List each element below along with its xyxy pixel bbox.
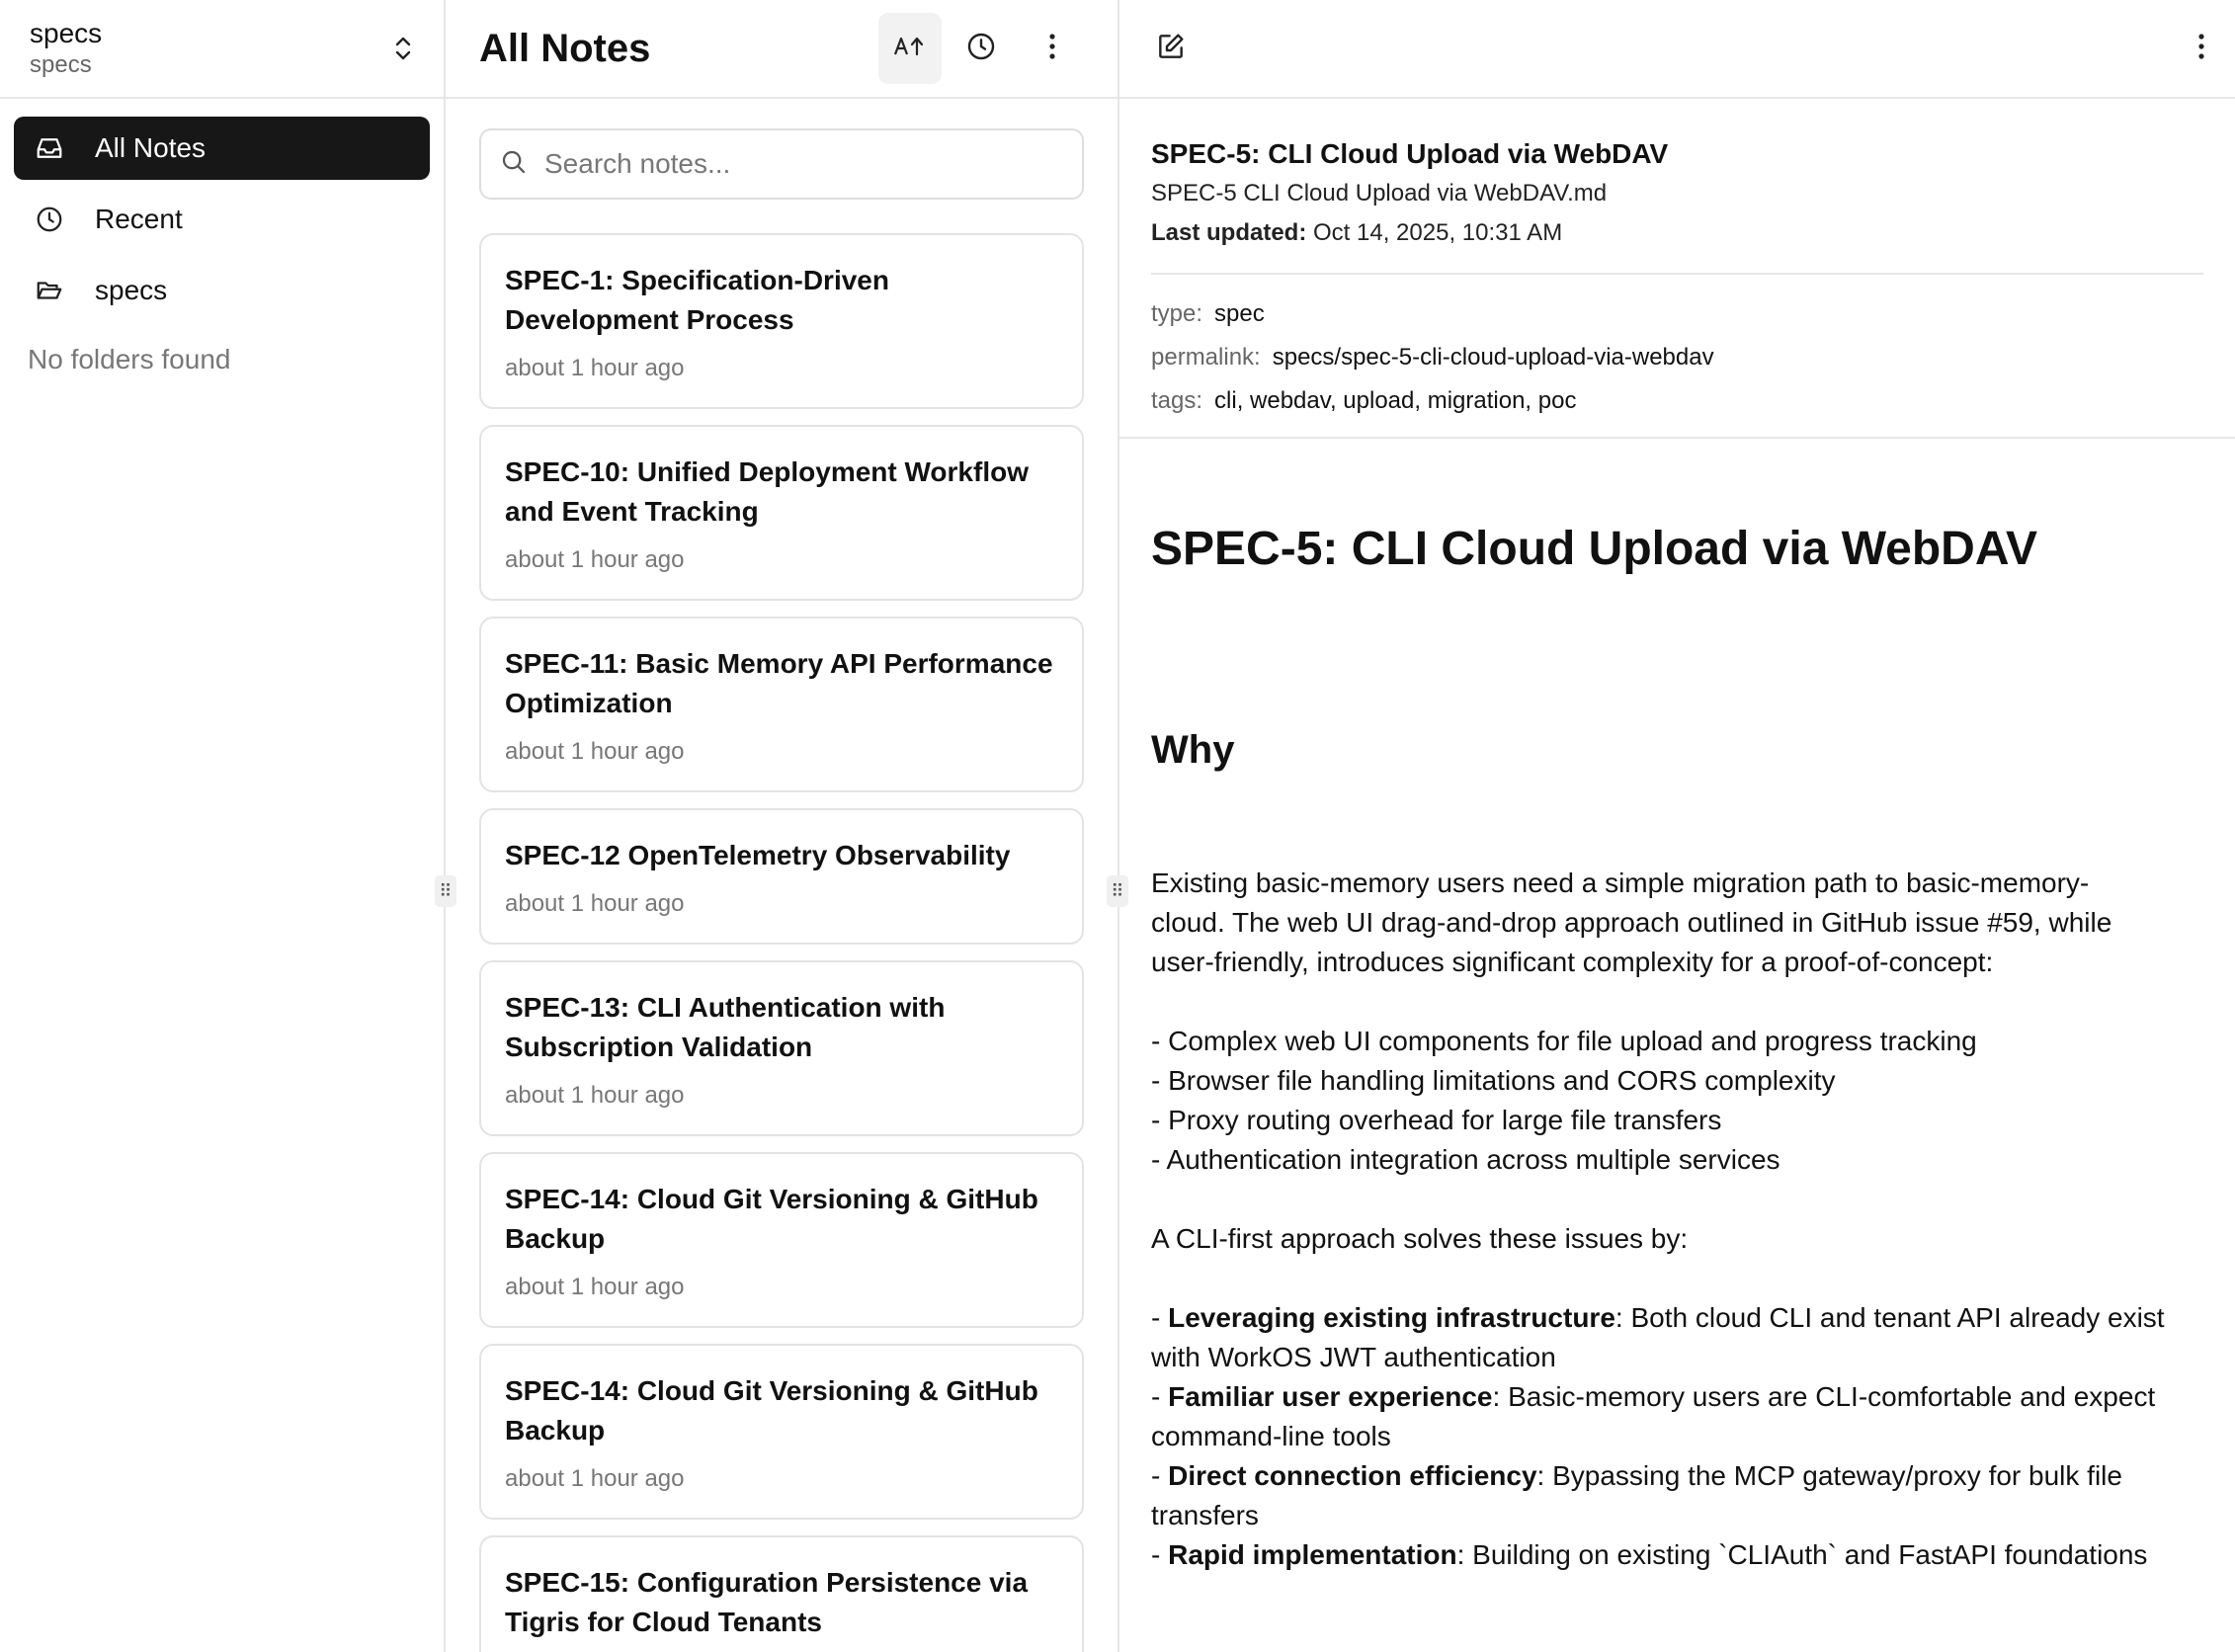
note-time: about 1 hour ago — [505, 1465, 685, 1492]
spacer — [1151, 1259, 2203, 1298]
clock-icon — [34, 204, 65, 235]
bullet-list-bold — [1151, 1298, 2203, 1575]
note-title: SPEC-13: CLI Authentication with Subscription Validation — [505, 992, 946, 1062]
sort-alpha-icon — [893, 34, 927, 64]
note-meta-title: SPEC-5: CLI Cloud Upload via WebDAV — [1151, 138, 1669, 169]
frontmatter-value: cli, webdav, upload, migration, poc — [1214, 387, 1577, 414]
bullet-bold: Familiar user experience — [1168, 1381, 1493, 1412]
note-card[interactable] — [479, 233, 1084, 409]
divider — [1151, 273, 2203, 275]
bullet-item: - Proxy routing overhead for large file transfers — [1151, 1105, 1722, 1135]
workspace-subtitle: specs — [30, 51, 92, 78]
paragraph-line: Existing basic-memory users need a simple migration path to basic-memory- — [1151, 867, 2090, 898]
bullet-text: command-line tools — [1151, 1421, 1391, 1451]
note-title: SPEC-1: Specification-Driven Development Process — [505, 265, 889, 335]
note-title: SPEC-10: Unified Deployment Workflow and Event Tracking — [505, 456, 1029, 527]
note-filename: SPEC-5 CLI Cloud Upload via WebDAV.md — [1151, 180, 1608, 206]
list-header — [446, 0, 1118, 99]
bullet-dash: - — [1151, 1539, 1169, 1570]
note-card[interactable] — [479, 617, 1084, 792]
bullet-bold: Leveraging existing infrastructure — [1168, 1302, 1615, 1333]
bullet-item: - Authentication integration across multiple services — [1151, 1144, 1780, 1175]
sidebar — [0, 0, 446, 1652]
divider — [1119, 437, 2235, 439]
page-title: All Notes — [479, 26, 651, 70]
bullet-text: with WorkOS JWT authentication — [1151, 1342, 1556, 1372]
detail-header — [1119, 0, 2235, 99]
notes-list — [446, 200, 1118, 1652]
note-title: SPEC-11: Basic Memory API Performance Optimization — [505, 648, 1053, 718]
bullet-dash: - — [1151, 1381, 1169, 1412]
paragraph-line: cloud. The web UI drag-and-drop approach outlined in GitHub issue #59, while — [1151, 907, 2112, 938]
note-time: about 1 hour ago — [505, 546, 685, 573]
note-card[interactable] — [479, 960, 1084, 1136]
sidebar-item-specs[interactable] — [14, 259, 430, 322]
resize-handle-list[interactable]: ⠿ — [1107, 875, 1128, 907]
note-title: SPEC-12 OpenTelemetry Observability — [505, 840, 1011, 870]
note-card[interactable] — [479, 1535, 1084, 1652]
sidebar-item-all-notes[interactable] — [14, 117, 430, 180]
bullet-text: : Both cloud CLI and tenant API already exist — [1614, 1302, 2165, 1333]
note-time: about 1 hour ago — [505, 1082, 685, 1109]
clock-icon — [965, 31, 997, 67]
more-vertical-icon — [1048, 33, 1056, 65]
workspace-switcher[interactable] — [0, 0, 444, 99]
bullet-dash: - — [1151, 1460, 1169, 1491]
note-title: SPEC-14: Cloud Git Versioning & GitHub Backup — [505, 1184, 1038, 1254]
bullet-text: : Basic-memory users are CLI-comfortable and expect — [1492, 1381, 2156, 1412]
search-box[interactable] — [479, 128, 1084, 200]
frontmatter-value: spec — [1214, 300, 1265, 327]
bullet-bold: Direct connection efficiency — [1168, 1460, 1537, 1491]
chevron-up-down-icon[interactable] — [392, 34, 414, 63]
paragraph-line: user-friendly, introduces significant complexity for a proof-of-concept: — [1151, 947, 1994, 977]
search-icon — [499, 147, 529, 182]
bullet-list — [1151, 1022, 2203, 1180]
sidebar-item-label: All Notes — [95, 132, 207, 163]
bullet-item: - Complex web UI components for file upload and progress tracking — [1151, 1026, 1977, 1056]
folder-open-icon — [34, 275, 65, 306]
note-title: SPEC-15: Configuration Persistence via Tigris for Cloud Tenants — [505, 1567, 1029, 1637]
last-updated-value: Oct 14, 2025, 10:31 AM — [1313, 219, 1563, 246]
bullet-text: : Bypassing the MCP gateway/proxy for bulk file — [1536, 1460, 2122, 1491]
frontmatter-key: permalink: — [1151, 344, 1261, 371]
spacer — [1151, 1180, 2203, 1219]
bullet-text: transfers — [1151, 1500, 1259, 1530]
no-folders-text: No folders found — [28, 344, 231, 374]
paragraph — [1151, 864, 2203, 982]
detail-more-button[interactable] — [2197, 33, 2205, 65]
sidebar-nav — [0, 99, 444, 375]
paragraph: A CLI-first approach solves these issues by: — [1151, 1223, 1689, 1254]
frontmatter-tags — [1151, 379, 2203, 423]
sort-recent-button[interactable] — [950, 13, 1013, 84]
workspace-name: specs — [30, 18, 103, 48]
bullet-text: : Building on existing `CLIAuth` and FastAPI foundations — [1456, 1539, 2148, 1570]
note-time: about 1 hour ago — [505, 355, 685, 381]
note-card[interactable] — [479, 1152, 1084, 1328]
note-card[interactable] — [479, 425, 1084, 601]
note-time: about 1 hour ago — [505, 1274, 685, 1300]
frontmatter-key: tags: — [1151, 387, 1203, 414]
frontmatter-type — [1151, 292, 2203, 336]
last-updated-label: Last updated: — [1151, 219, 1307, 246]
bullet-dash: - — [1151, 1302, 1169, 1333]
last-updated — [1151, 213, 2203, 253]
bullet-bold: Rapid implementation — [1168, 1539, 1457, 1570]
frontmatter-permalink — [1151, 336, 2203, 379]
note-metadata — [1119, 99, 2235, 423]
inbox-icon — [34, 132, 65, 164]
bullet-item: - Browser file handling limitations and CORS complexity — [1151, 1065, 1836, 1096]
note-content — [1119, 520, 2235, 1575]
spacer — [1151, 982, 2203, 1022]
list-more-button[interactable] — [1021, 13, 1084, 84]
note-card[interactable] — [479, 808, 1084, 945]
edit-icon — [1155, 49, 1187, 66]
notes-list-panel — [446, 0, 1119, 1652]
sidebar-item-label: specs — [95, 275, 168, 305]
note-time: about 1 hour ago — [505, 738, 685, 765]
resize-handle-sidebar[interactable]: ⠿ — [435, 875, 456, 907]
note-title: SPEC-14: Cloud Git Versioning & GitHub Backup — [505, 1375, 1038, 1446]
workspace-info — [30, 17, 102, 80]
sidebar-item-label: Recent — [95, 204, 183, 234]
edit-button[interactable] — [1155, 31, 1187, 67]
note-time: about 1 hour ago — [505, 890, 685, 917]
note-detail-panel — [1119, 0, 2235, 1652]
note-card[interactable] — [479, 1344, 1084, 1520]
more-vertical-icon — [2197, 47, 2205, 64]
section-heading: Why — [1151, 728, 1235, 772]
frontmatter-key: type: — [1151, 300, 1203, 327]
sidebar-item-recent[interactable] — [14, 188, 430, 251]
note-heading: SPEC-5: CLI Cloud Upload via WebDAV — [1151, 523, 2037, 575]
sort-alpha-button[interactable] — [878, 13, 942, 84]
search-input[interactable] — [544, 148, 1058, 180]
frontmatter-value: specs/spec-5-cli-cloud-upload-via-webdav — [1272, 344, 1714, 371]
